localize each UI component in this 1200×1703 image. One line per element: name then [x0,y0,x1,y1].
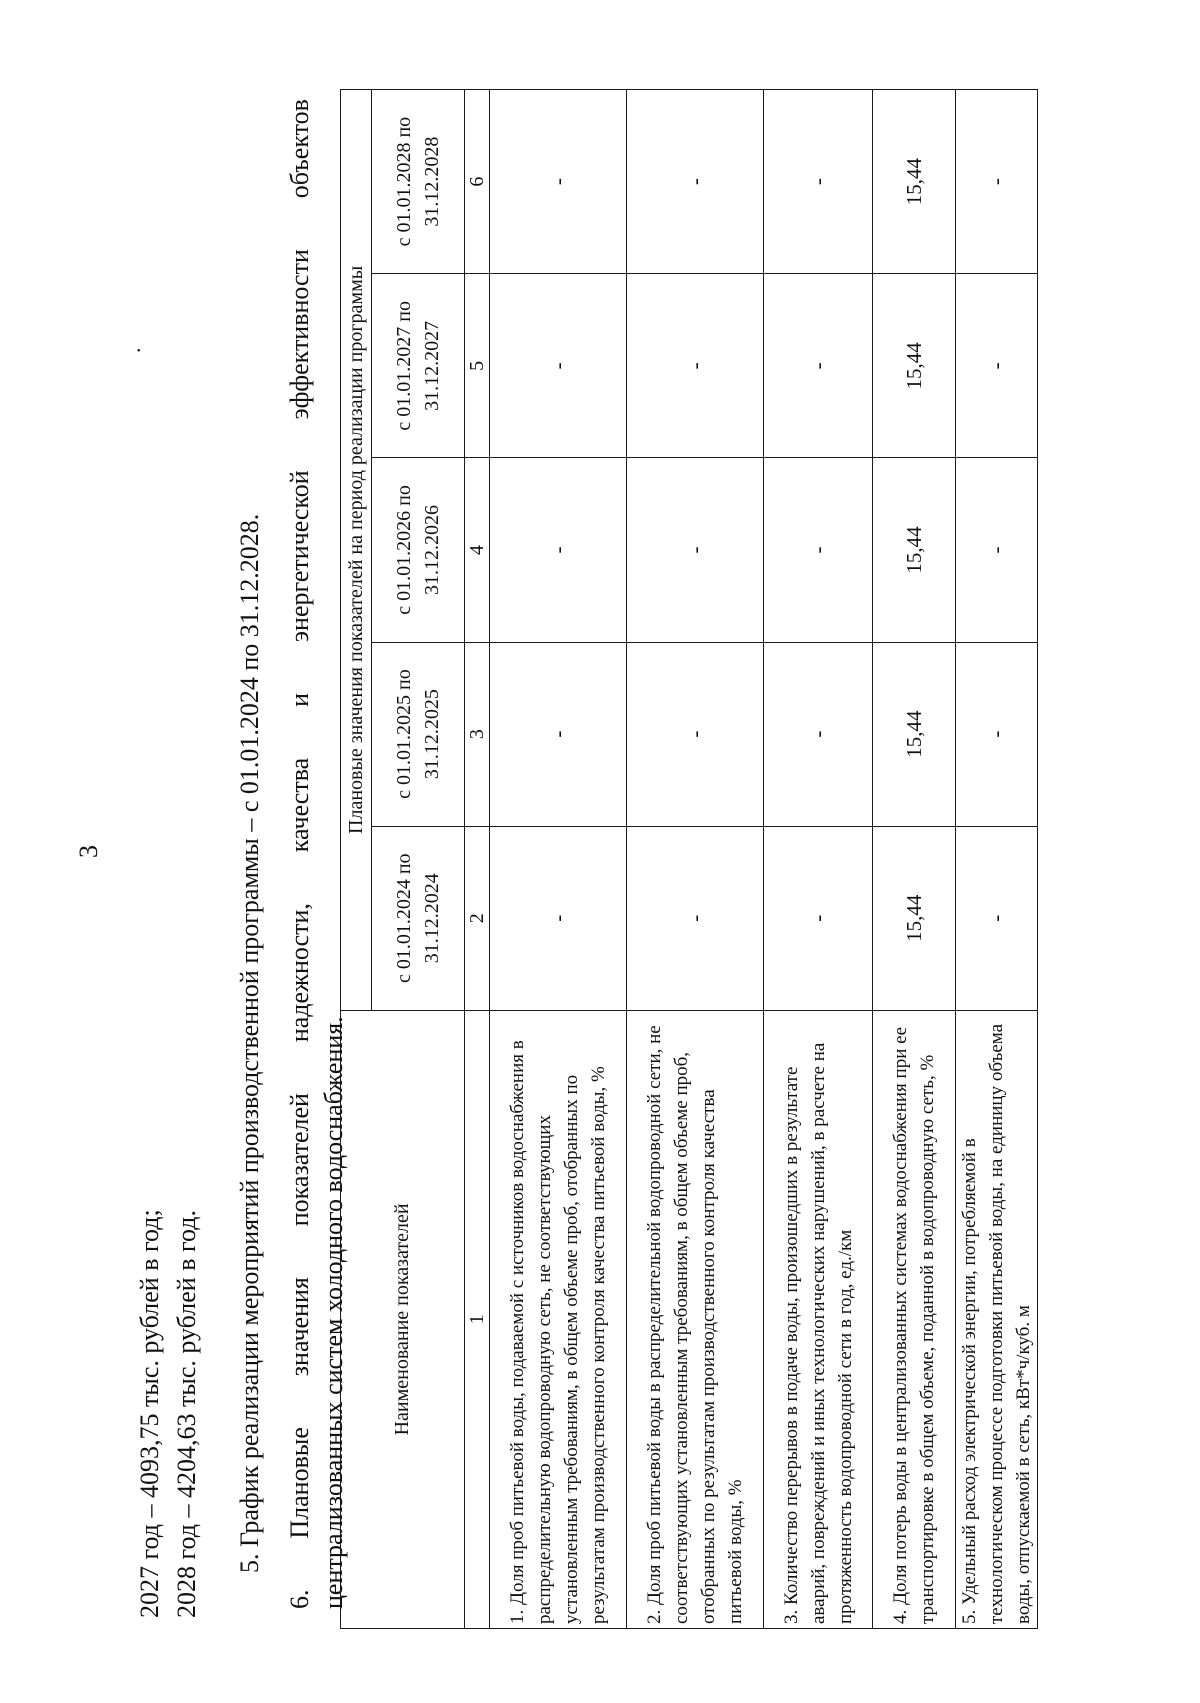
indicator-value: 15,44 [873,274,956,458]
indicator-value: - [764,274,873,458]
indicator-name: 3. Количество перерывов в подаче воды, произошедших в результате аварий, повреждений и иных технологических нарушений, в расчете на протяженность водопроводной сети в год, ед./км [764,1010,873,1628]
section-5-heading: 5. График реализации мероприятий производственной программы – с 01.01.2024 по 31.12.2028. [235,513,264,1573]
heading-word: и [285,693,314,707]
indicator-value: 15,44 [873,458,956,642]
period-header: с 01.01.2024 по 31.12.2024 [372,826,465,1010]
indicator-name: 1. Доля проб питьевой воды, подаваемой с источников водоснабжения в распределительную водопроводную сеть, не соответствующих установленным требованиям, в общем объеме проб, отобранных по результатам производственного контроля качества питьевой воды, % [490,1010,627,1628]
indicator-value: - [764,826,873,1010]
indicator-value: - [956,274,1038,458]
heading-word: Плановые [285,1427,314,1539]
table-row [490,90,627,1629]
heading-word: 6. [285,1589,314,1609]
heading-word: показателей [285,1093,314,1227]
indicators-table [340,89,1038,1629]
indicator-value: - [956,458,1038,642]
indicator-value: - [490,826,627,1010]
indicator-value: 15,44 [873,90,956,274]
table-row [764,90,873,1629]
indicator-value: - [627,642,764,826]
heading-word: энергетической [285,470,314,643]
indicator-value: - [490,274,627,458]
indicator-name: 4. Доля потерь воды в централизованных системах водоснабжения при ее транспортировке в общем объеме, поданной в водопроводную сеть, % [873,1010,956,1628]
column-number: 4 [465,458,490,642]
indicator-value: - [956,90,1038,274]
column-number: 2 [465,826,490,1010]
column-number: 6 [465,90,490,274]
indicator-value: - [490,642,627,826]
heading-word: качества [285,757,314,853]
indicator-name: 5. Удельный расход электрической энергии, потребляемой в технологическом процессе подготовки питьевой воды, на единицу объема воды, отпускаемой в сеть, кВт*ч/куб. м [956,1010,1038,1628]
page-number: 3 [74,845,103,858]
period-header: с 01.01.2025 по 31.12.2025 [372,642,465,826]
indicator-value: - [956,826,1038,1010]
indicator-value: - [764,90,873,274]
indicator-value: - [956,642,1038,826]
column-number: 1 [465,1010,490,1628]
indicator-value: - [627,274,764,458]
period-header: с 01.01.2028 по 31.12.2028 [372,90,465,274]
section-6-heading-line1 [283,99,317,1609]
indicator-value: - [627,90,764,274]
period-header: с 01.01.2026 по 31.12.2026 [372,458,465,642]
indicator-value: - [627,458,764,642]
stray-mark: . [120,347,145,353]
indicator-name: 2. Доля проб питьевой воды в распределительной водопроводной сети, не соответствующих установленным требованиям, в общем объеме проб, отобранных по результатам производственного контроля качества питьевой воды, % [627,1010,764,1628]
name-column-header: Наименование показателей [341,1010,465,1628]
plan-values-group-header: Плановые значения показателей на период реализации программы [341,90,372,1011]
section-6-heading-line2: централизованных систем холодного водоснабжения. [319,1016,348,1609]
heading-word: значения [285,1277,314,1377]
indicator-value: 15,44 [873,826,956,1010]
table-row [627,90,764,1629]
indicator-value: - [764,642,873,826]
text-line-2027: 2027 год – 4093,75 тыс. рублей в год; [135,1209,164,1618]
period-header: с 01.01.2027 по 31.12.2027 [372,274,465,458]
indicator-value: - [627,826,764,1010]
indicator-value: - [490,90,627,274]
text-line-2028: 2028 год – 4204,63 тыс. рублей в год. [172,1210,201,1618]
indicator-value: - [490,458,627,642]
indicator-value: 15,44 [873,642,956,826]
heading-word: объектов [285,99,314,199]
table-header-row [341,90,372,1629]
indicator-value: - [764,458,873,642]
column-number: 5 [465,274,490,458]
table-row [956,90,1038,1629]
column-number-row [465,90,490,1629]
table-row [873,90,956,1629]
heading-word: эффективности [285,249,314,420]
column-number: 3 [465,642,490,826]
heading-word: надежности, [285,903,314,1043]
